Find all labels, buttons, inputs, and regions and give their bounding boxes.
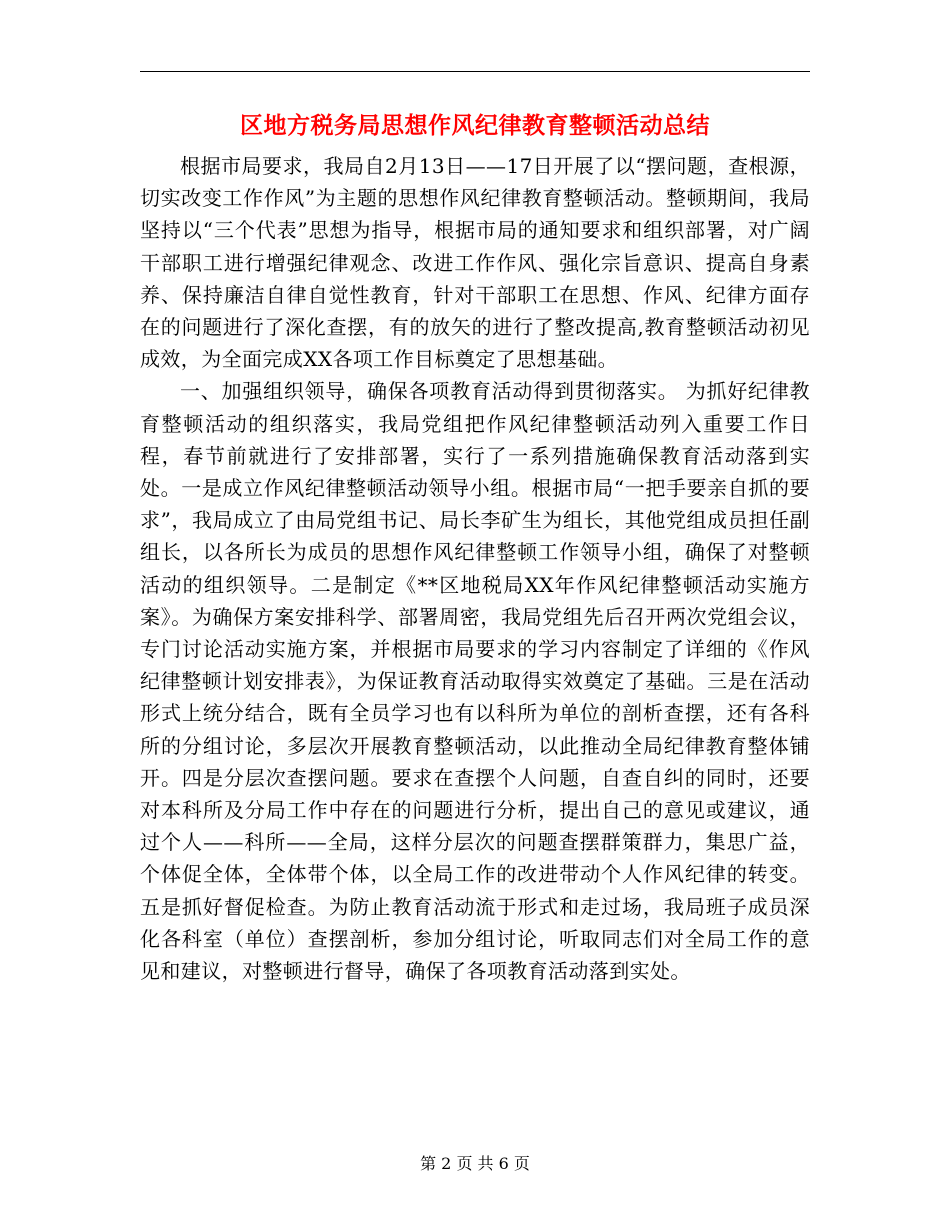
document-body xyxy=(140,150,810,987)
header-rule xyxy=(140,71,810,72)
paragraph-intro: 根据市局要求，我局自2月13日——17日开展了以“摆问题，查根源，切实改变工作作风”为主题的思想作风纪律教育整顿活动。整顿期间，我局坚持以“三个代表”思想为指导，根据市局的通知要求和组织部署，对广阔干部职工进行增强纪律观念、改进工作作风、强化宗旨意识、提高自身素养、保持廉洁自律自觉性教育，针对干部职工在思想、作风、纪律方面存在的问题进行了深化查摆，有的放矢的进行了整改提高,教育整顿活动初见成效，为全面完成XX各项工作目标奠定了思想基础。 xyxy=(140,154,810,372)
paragraph-section-1: 一、加强组织领导，确保各项教育活动得到贯彻落实。 为抓好纪律教育整顿活动的组织落实，我局党组把作风纪律整顿活动列入重要工作日程，春节前就进行了安排部署，实行了一系列措施确保教育活动落到实处。一是成立作风纪律整顿活动领导小组。根据市局“一把手要亲自抓的要求”，我局成立了由局党组书记、局长李矿生为组长，其他党组成员担任副组长，以各所长为成员的思想作风纪律整顿工作领导小组，确保了对整顿活动的组织领导。二是制定《**区地税局XX年作风纪律整顿活动实施方案》。为确保方案安排科学、部署周密，我局党组先后召开两次党组会议，专门讨论活动实施方案，并根据市局要求的学习内容制定了详细的《作风纪律整顿计划安排表》，为保证教育活动取得实效奠定了基础。三是在活动形式上统分结合，既有全员学习也有以科所为单位的剖析查摆，还有各科所的分组讨论，多层次开展教育整顿活动，以此推动全局纪律教育整体铺开。四是分层次查摆问题。要求在查摆个人问题，自查自纠的同时，还要对本科所及分局工作中存在的问题进行分析，提出自己的意见或建议，通过个人——科所——全局，这样分层次的问题查摆群策群力，集思广益，个体促全体，全体带个体，以全局工作的改进带动个人作风纪律的转变。五是抓好督促检查。为防止教育活动流于形式和走过场，我局班子成员深化各科室（单位）查摆剖析，参加分组讨论，听取同志们对全局工作的意见和建议，对整顿进行督导，确保了各项教育活动落到实处。 xyxy=(140,379,810,984)
document-title: 区地方税务局思想作风纪律教育整顿活动总结 xyxy=(240,112,710,139)
page-number-footer: 第 2 页 共 6 页 xyxy=(420,1154,530,1173)
